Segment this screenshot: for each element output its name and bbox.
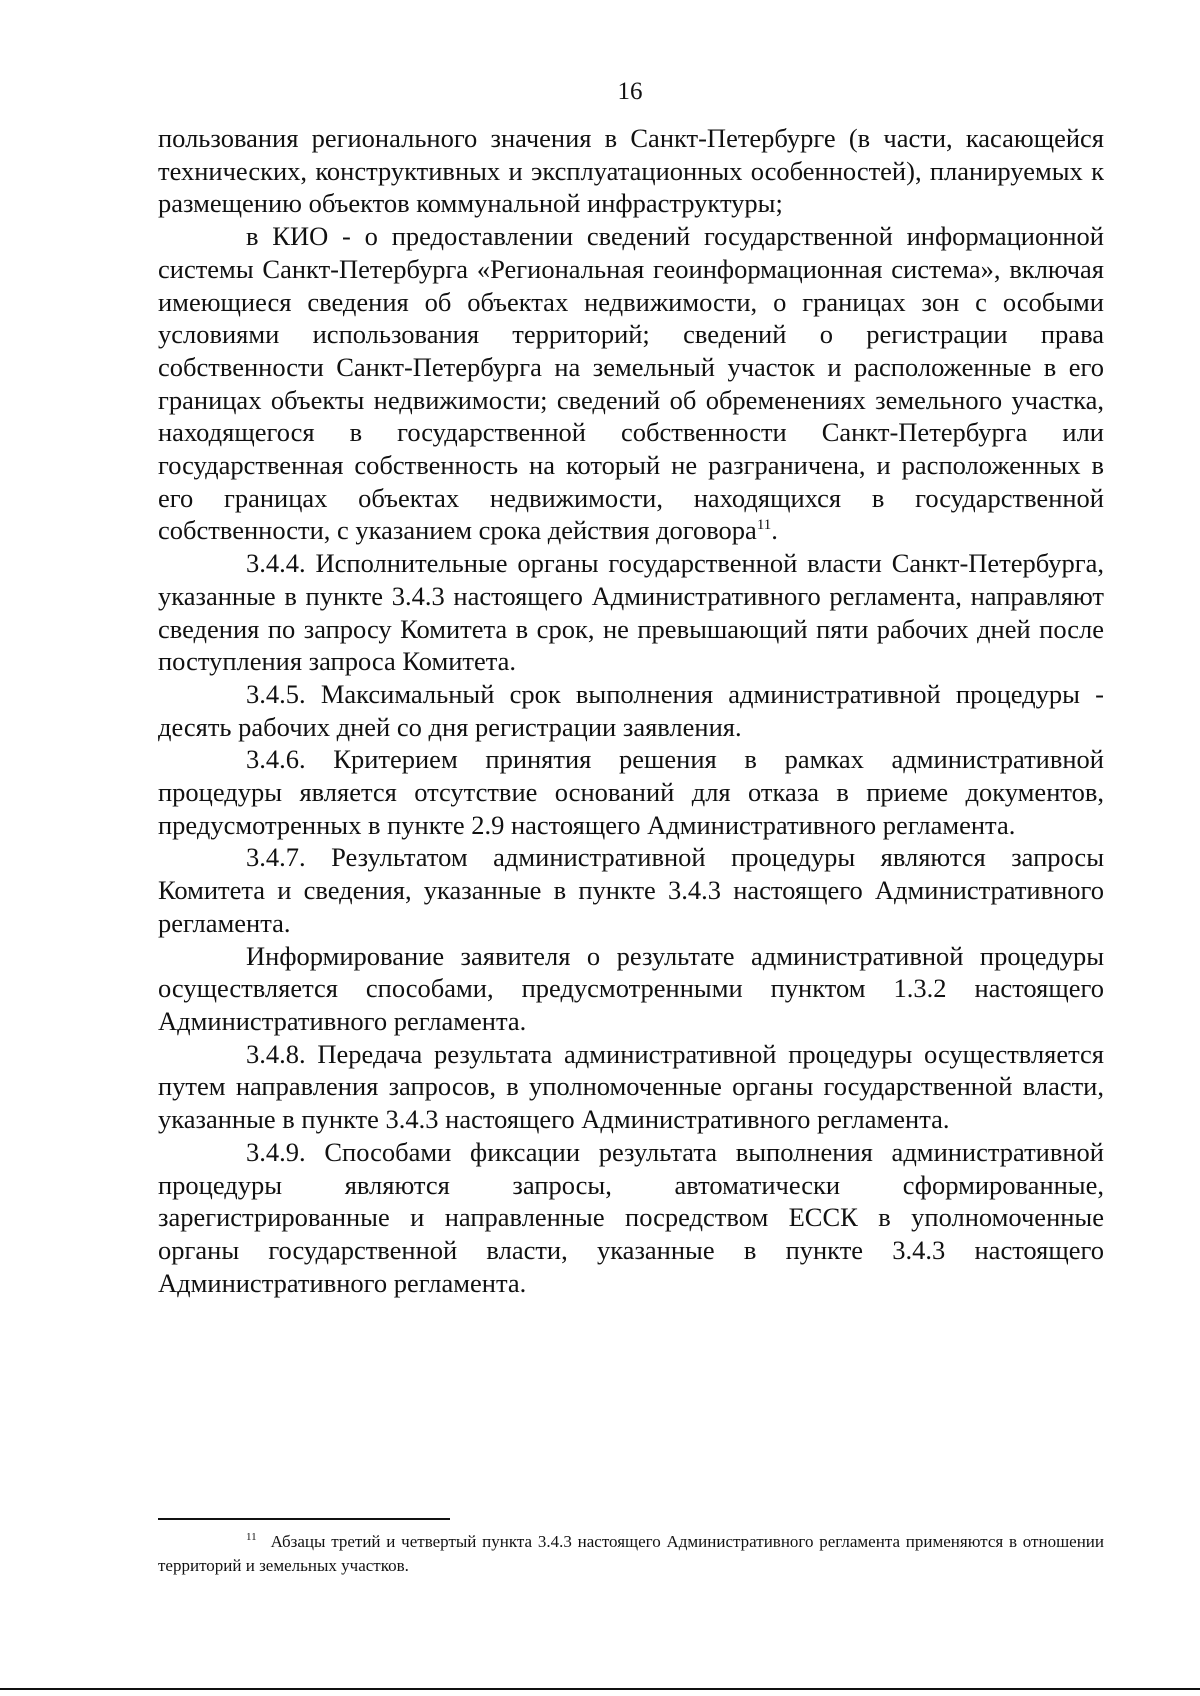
paragraph-kio-text: в КИО - о предоставлении сведений государственной информационной системы Санкт-Петербурга «Региональная геоинформационная система», включая имеющиеся сведения об объектах недвижимости, о границах зон с особыми условиями использования территорий; сведений о регистрации права собственности Санкт-Петербурга на земельный участок и расположенные в его границах объекты недвижимости; сведений об обременениях земельного участка, находящегося в государственной собственности Санкт-Петербурга или государственная собственность на который не разграничена, и расположенных в его границах объектах недвижимости, находящихся в государственной собственности, с указанием срока действия договора	[158, 221, 1104, 546]
paragraph-informing: Информирование заявителя о результате административной процедуры осуществляется способами, предусмотренными пунктом 1.3.2 настоящего Административного регламента.	[158, 940, 1104, 1036]
paragraph-3-4-8: 3.4.8. Передача результата административной процедуры осуществляется путем направления запросов, в уполномоченные органы государственной власти, указанные в пункте 3.4.3 настоящего Административного регламента.	[158, 1038, 1104, 1135]
paragraph-3-4-5: 3.4.5. Максимальный срок выполнения административной процедуры - десять рабочих дней со дня регистрации заявления.	[158, 678, 1104, 742]
page-number: 16	[617, 78, 643, 105]
paragraph-continuation: пользования регионального значения в Санкт-Петербурге (в части, касающейся технических, конструктивных и эксплуатационных особенностей), планируемых к размещению объектов коммунальной инфраструктуры;	[158, 123, 1104, 219]
paragraph-kio	[158, 220, 1104, 547]
paragraph-kio-end: .	[771, 515, 778, 546]
page-bottom-line	[0, 1688, 1200, 1690]
paragraph-3-4-9: 3.4.9. Способами фиксации результата выполнения административной процедуры являются запросы, автоматически сформированные, зарегистрированные и направленные посредством ЕССК в уполномоченные органы государственной власти, указанные в пункте 3.4.3 настоящего Административного регламента.	[158, 1136, 1104, 1298]
paragraph-3-4-4: 3.4.4. Исполнительные органы государственной власти Санкт-Петербурга, указанные в пункте 3.4.3 настоящего Административного регламента, направляют сведения по запросу Комитета в срок, не превышающий пяти рабочих дней после поступления запроса Комитета.	[158, 548, 1104, 677]
footnote-reference: 11	[756, 517, 772, 534]
paragraph-3-4-6: 3.4.6. Критерием принятия решения в рамках административной процедуры является отсутствие оснований для отказа в приеме документов, предусмотренных в пункте 2.9 настоящего Административного регламента.	[158, 744, 1104, 840]
footnote-divider	[158, 1518, 450, 1520]
paragraph-3-4-7: 3.4.7. Результатом административной процедуры являются запросы Комитета и сведения, указанные в пункте 3.4.3 настоящего Административного регламента.	[158, 842, 1104, 938]
document-body	[158, 122, 1104, 1299]
footnote-mark: 11	[246, 1531, 257, 1544]
footnote	[158, 1530, 1104, 1578]
footnote-paragraph	[158, 1530, 1104, 1578]
footnote-text: Абзацы третий и четвертый пункта 3.4.3 настоящего Административного регламента применяются в отношении территорий и земельных участков.	[158, 1532, 1104, 1575]
